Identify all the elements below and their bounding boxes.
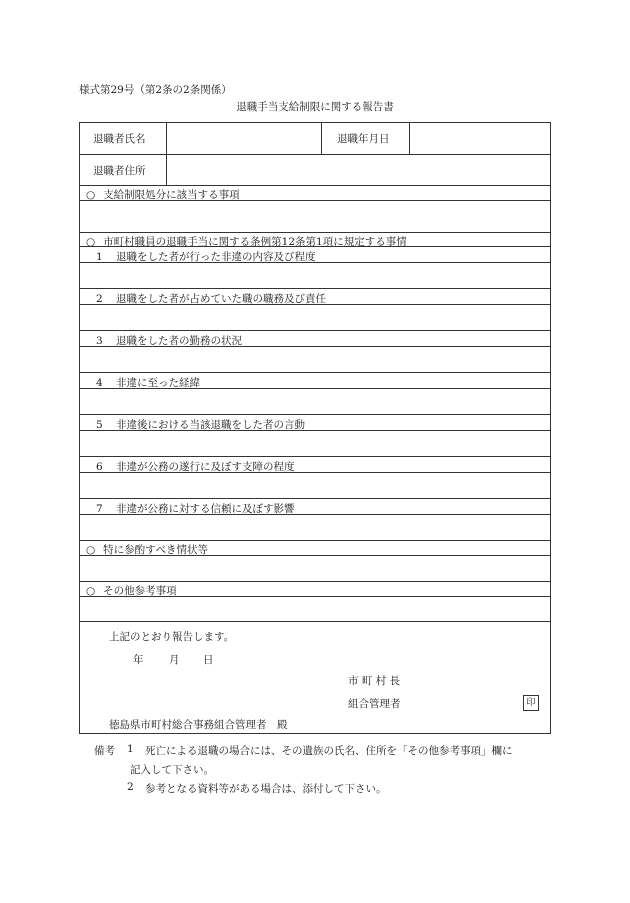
sub-item-6-label: 6 非違が公務の遂行に及ぼす支障の程度 [96,461,295,473]
table-rule [80,456,550,457]
sub-item-3-field[interactable] [84,349,546,373]
table-rule [80,304,550,305]
circle-mark: ○ [86,544,96,556]
note-1-line-2: 記入して下さい。 [130,764,214,776]
note-1-line-1: 死亡による退職の場合には、その遺族の氏名、住所を「その他参考事項」欄に [145,745,513,757]
restriction-item-field[interactable] [84,203,546,229]
circle-mark: ○ [86,236,96,248]
table-divider [321,123,322,154]
report-table [79,122,551,734]
sub-item-1-field[interactable] [84,265,546,289]
table-rule [80,372,550,373]
sub-item-3-label: 3 退職をした者の勤務の状況 [96,335,242,347]
sub-item-4-field[interactable] [84,391,546,415]
consideration-item-label: ○ 特に参酌すべき情状等 [86,544,208,556]
closing-statement: 上記のとおり報告します。 [109,631,235,643]
table-rule [80,330,550,331]
table-rule [80,185,550,186]
table-rule [80,555,550,556]
other-item-field[interactable] [84,599,546,619]
sub-item-4-label: 4 非違に至った経緯 [96,377,200,389]
notes-label: 備考 [94,745,115,757]
mayor-label: 市 町 村 長 [348,675,401,687]
sub-item-5-label: 5 非違後における当該退職をした者の言動 [96,419,305,431]
retiree-name-label: 退職者氏名 [93,133,146,145]
note-2-line-1: 参考となる資料等がある場合は、添付して下さい。 [145,783,387,795]
table-rule [80,154,550,155]
table-rule [80,232,550,233]
table-rule [80,200,550,201]
table-rule [80,414,550,415]
retiree-address-field[interactable] [172,158,546,182]
table-divider [409,123,410,154]
table-rule [80,246,550,247]
sub-item-7-field[interactable] [84,517,546,541]
circle-mark: ○ [86,585,96,597]
form-number: 様式第29号（第2条の2条関係） [79,84,232,96]
table-rule [80,540,550,541]
ordinance-item-text: 市町村職員の退職手当に関する条例第12条第1項に規定する事情 [103,236,407,248]
table-rule [80,346,550,347]
note-1-number: 1 [127,743,134,755]
sub-item-1-label: 1 退職をした者が行った非違の内容及び程度 [96,251,316,263]
other-item-label: ○ その他参考事項 [86,585,177,597]
table-rule [80,388,550,389]
table-rule [80,430,550,431]
sub-item-7-label: 7 非違が公務に対する信頼に及ぼす影響 [96,503,295,515]
union-admin-label: 組合管理者 [348,698,401,710]
table-rule [80,498,550,499]
consideration-item-field[interactable] [84,558,546,580]
table-rule [80,262,550,263]
table-rule [80,514,550,515]
retirement-date-field[interactable] [414,126,546,151]
date-year-label: 年 [133,654,144,666]
date-month-label: 月 [169,654,180,666]
restriction-item-text: 支給制限処分に該当する事項 [103,189,240,201]
sub-item-5-field[interactable] [84,433,546,457]
addressee-line: 徳島県市町村総合事務組合管理者 殿 [109,719,288,731]
sub-item-6-field[interactable] [84,475,546,499]
seal-mark: 印 [523,695,539,711]
circle-mark: ○ [86,189,96,201]
date-day-label: 日 [203,654,214,666]
sub-item-2-label: 2 退職をした者が占めていた職の職務及び責任 [96,293,326,305]
retirement-date-label: 退職年月日 [337,133,390,145]
note-2-number: 2 [127,781,134,793]
table-rule [80,581,550,582]
table-rule [80,288,550,289]
table-rule [80,621,550,622]
document-title: 退職手当支給制限に関する報告書 [236,101,394,113]
table-rule [80,472,550,473]
retiree-address-label: 退職者住所 [93,165,146,177]
retiree-name-field[interactable] [172,126,317,151]
sub-item-2-field[interactable] [84,307,546,331]
table-rule [80,596,550,597]
